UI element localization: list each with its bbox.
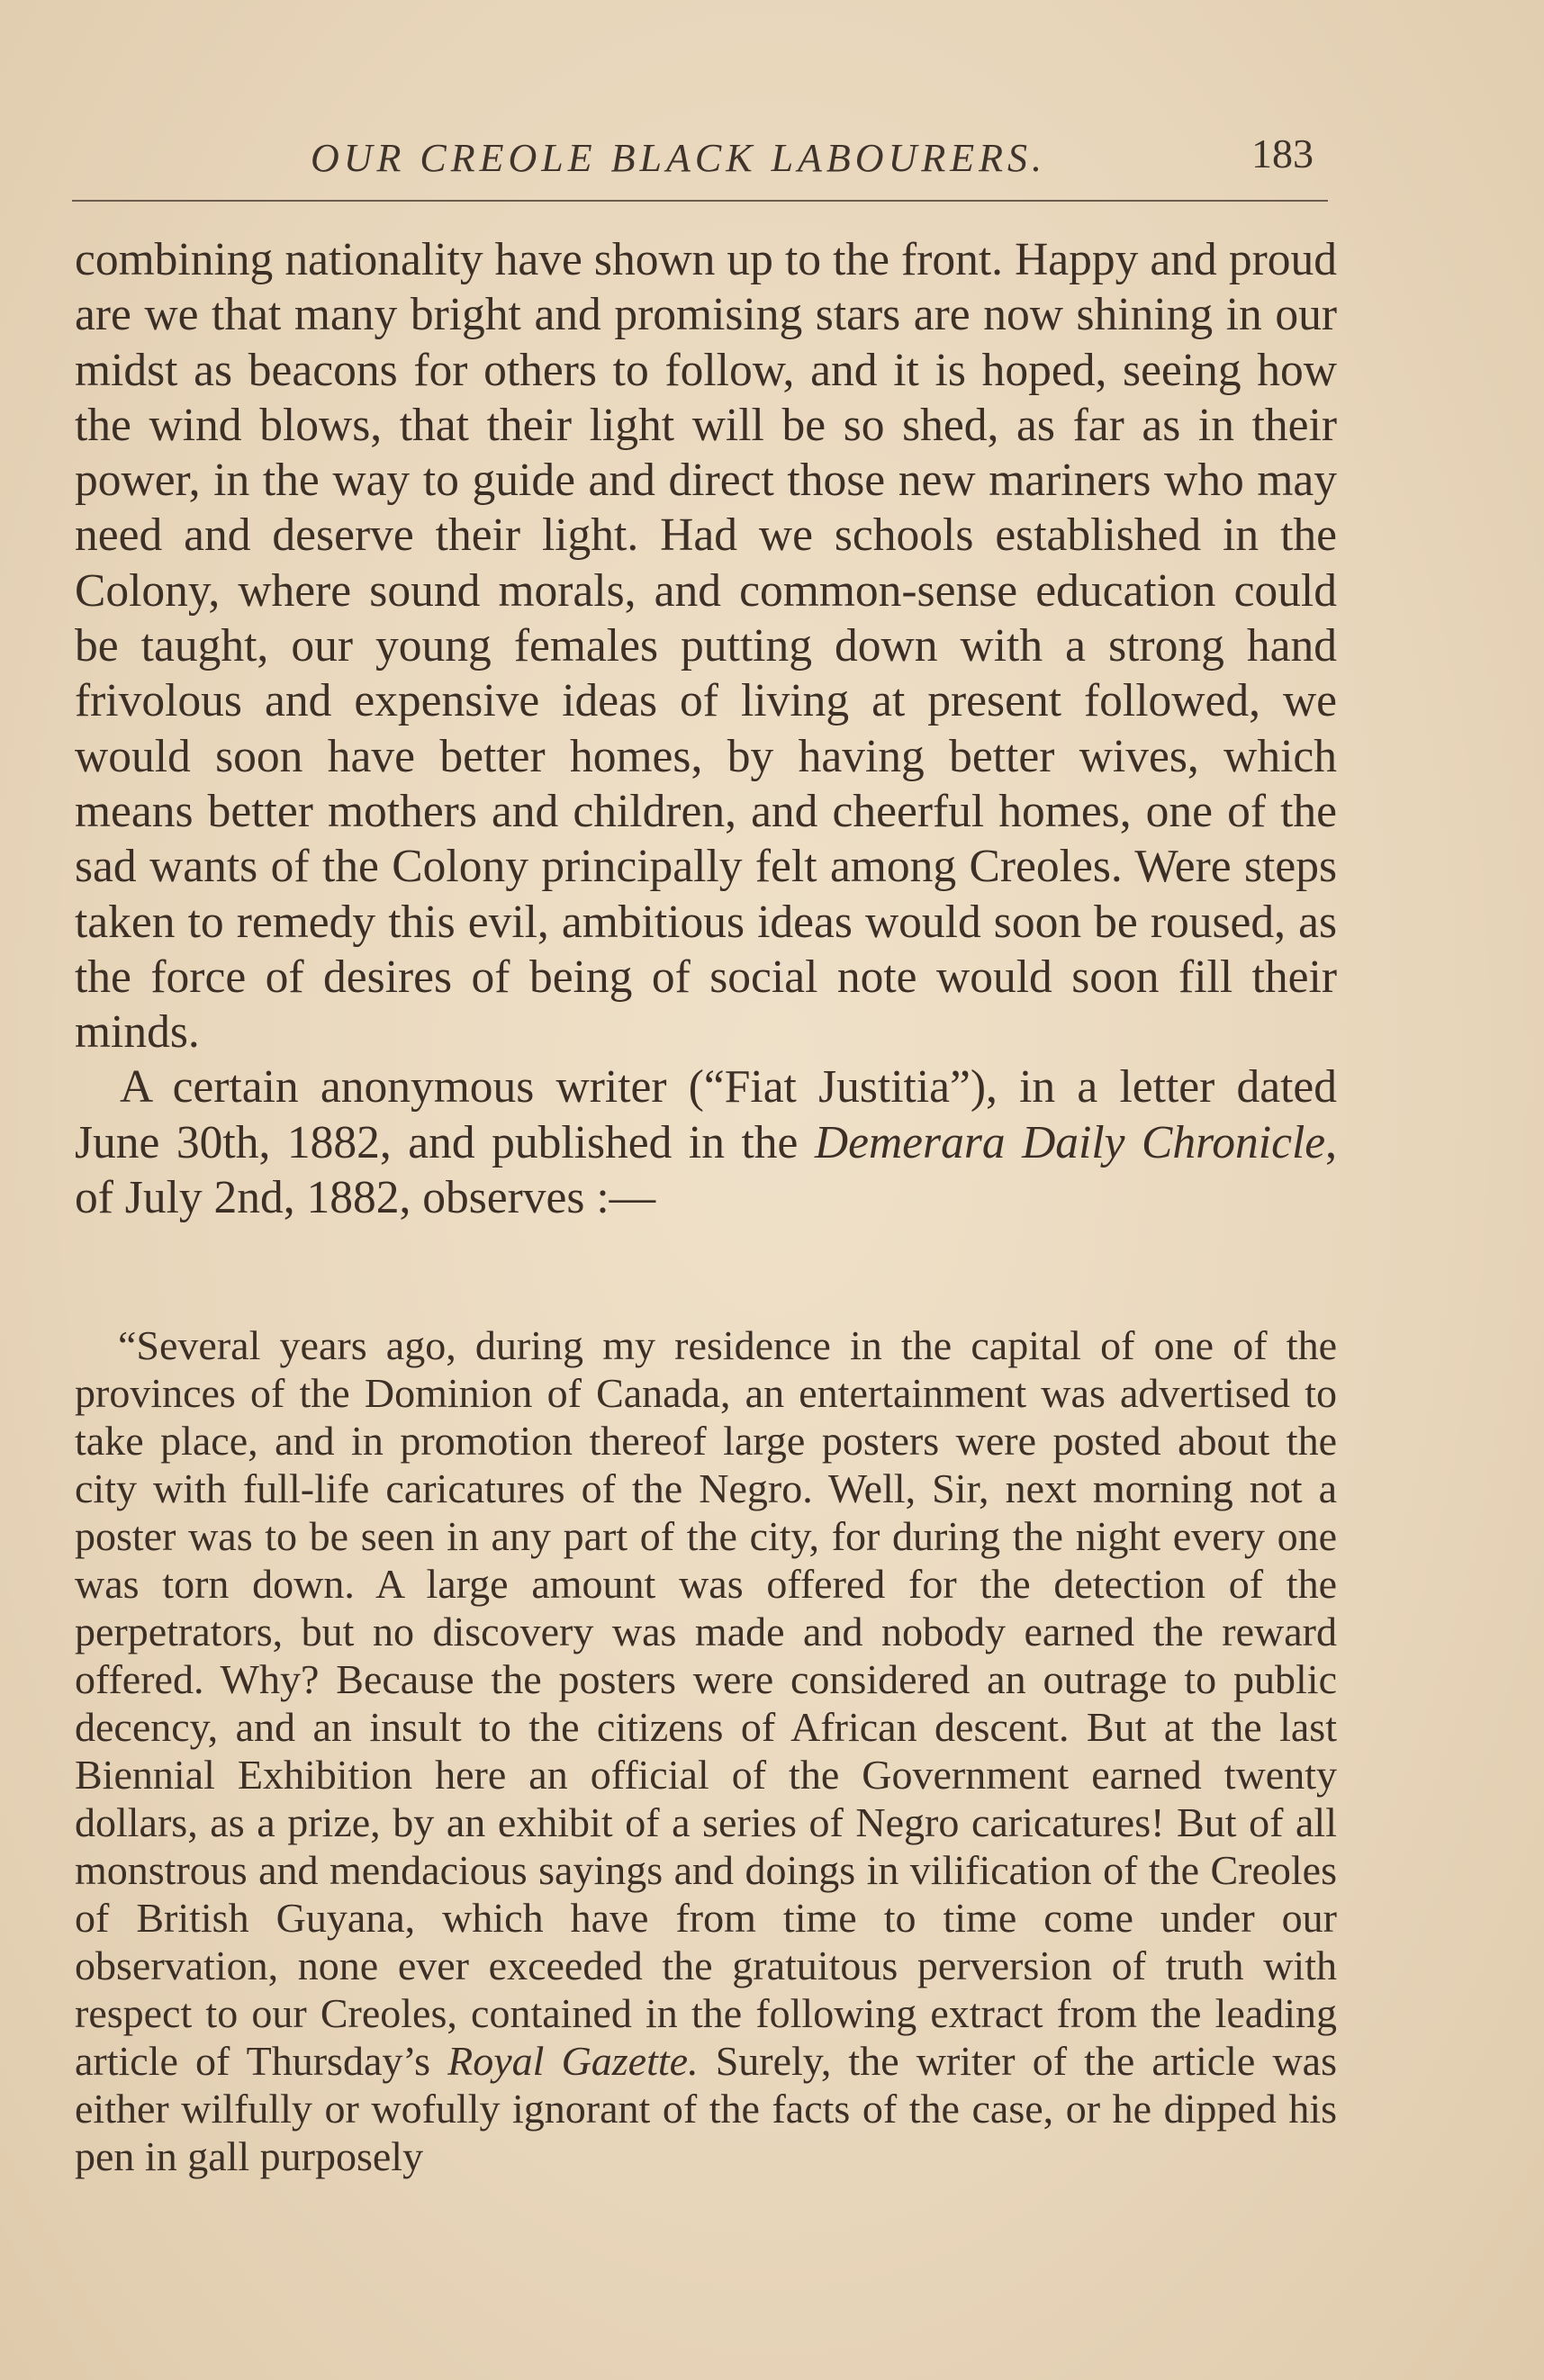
quote-text: “Several years ago, during my residence in the capital of one of the provinces of the Dominion of Canada, an entertainment was advertised to take place, and in promotion thereof large posters were posted about the city with full-life caricatures of the Negro. Well, Sir, next morning not a poster was to be seen in any part of the city, for during the night every one was torn down. A large amount was offered for the detection of the perpetrators, but no discovery was made and nobody earned the reward offered. Why? Because the posters were considered an outrage to public decency, and an insult to the citizens of African descent. But at the last Biennial Exhibition here an official of the Government earned twenty dollars, as a prize, by an exhibit of a series of Negro caricatures! But of all monstrous and mendacious sayings and doings in vilification of the Creoles of British Guyana, which have from time to time come under our observation, none ever exceeded the gratuitous perversion of truth with respect to our Creoles, contained in the following extract from the leading article of Thursday’s bbox=[75, 1322, 1337, 2084]
main-text bbox=[75, 232, 1337, 1225]
paragraph-letter-intro-end: , of July 2nd, 1882, observes :— bbox=[75, 1116, 1337, 1224]
header-rule bbox=[72, 200, 1328, 202]
quoted-newspaper-title: Royal Gazette. bbox=[447, 2038, 699, 2084]
block-quote bbox=[75, 1321, 1337, 2180]
running-title: OUR CREOLE BLACK LABOURERS. bbox=[311, 136, 1046, 180]
paragraph-letter-intro-text: A certain anonymous writer (“Fiat Justitia”), in a letter dated June 30th, 1882, and published in the bbox=[75, 1061, 1337, 1168]
page-number: 183 bbox=[1251, 131, 1314, 176]
running-header bbox=[72, 126, 1332, 180]
quote-text-end: Surely, the writer of the article was either wilfully or wofully ignorant of the facts of the case, or he dipped his pen in gall purposely bbox=[75, 2038, 1337, 2179]
paragraph-letter-intro bbox=[75, 1059, 1337, 1225]
newspaper-title: Demerara Daily Chronicle bbox=[814, 1116, 1326, 1168]
paragraph-continuation: combining nationality have shown up to the front. Happy and proud are we that many bright and promising stars are now shining in our midst as beacons for others to follow, and it is hoped, seeing how the wind blows, that their light will be so shed, as far as in their power, in the way to guide and direct those new mariners who may need and deserve their light. Had we schools established in the Colony, where sound morals, and common-sense education could be taught, our young females putting down with a strong hand frivolous and expensive ideas of living at present followed, we would soon have better homes, by having better wives, which means better mothers and children, and cheerful homes, one of the sad wants of the Colony principally felt among Creoles. Were steps taken to remedy this evil, ambitious ideas would soon be roused, as the force of desires of being of social note would soon fill their minds. bbox=[75, 234, 1337, 1059]
